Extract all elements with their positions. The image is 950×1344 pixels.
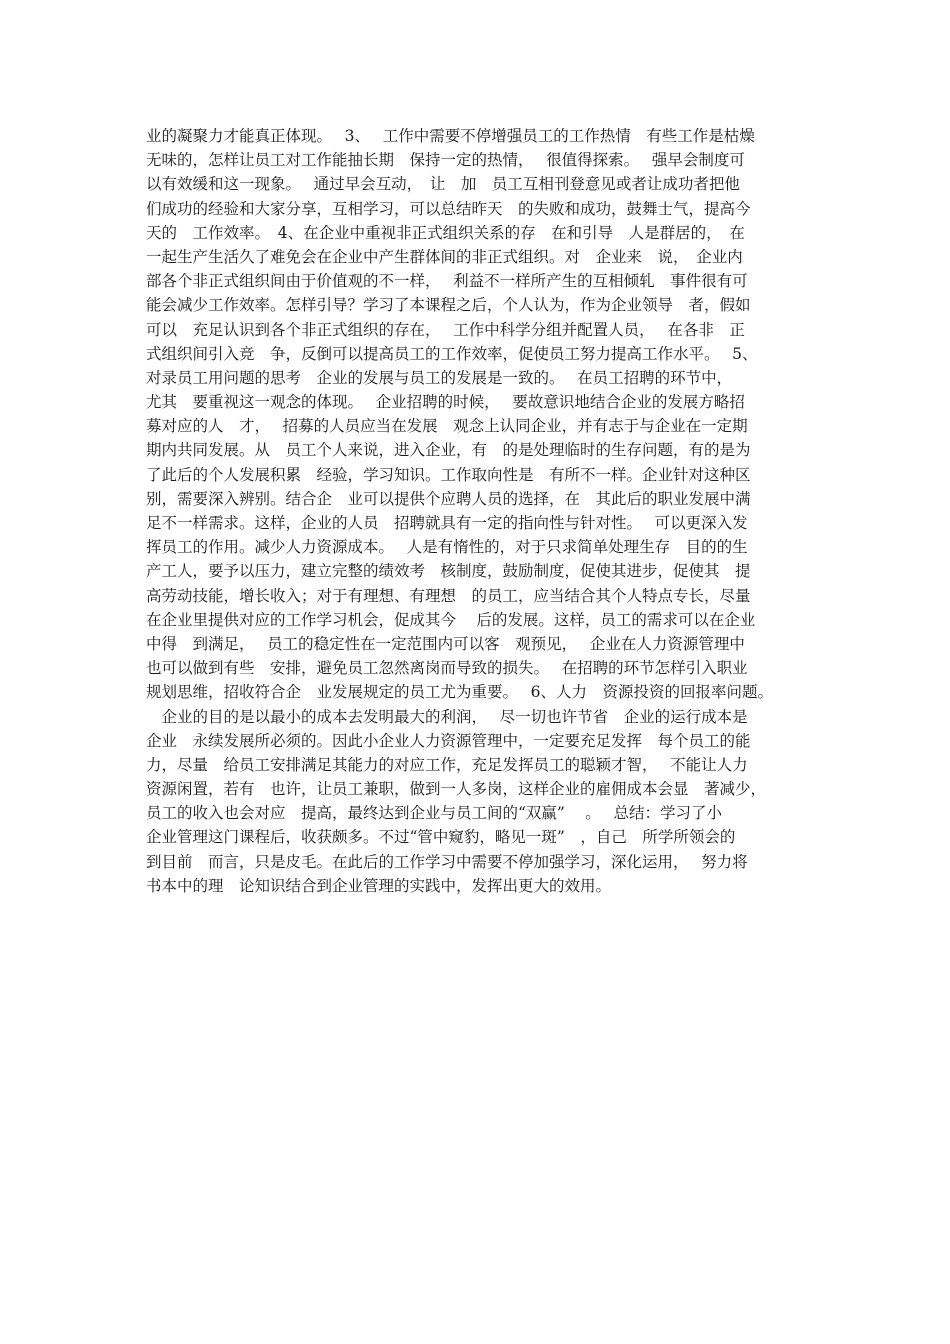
text-line: 企业的目的是以最小的成本去发明最大的利润， 尽一切也许节省 企业的运行成本是	[146, 707, 748, 726]
text-line: 无味的，怎样让员工对工作能抽长期 保持一定的热情， 很值得探索。 强早会制度可	[146, 151, 745, 170]
text-line: 也可以做到有些 安排，避免员工忽然离岗而导致的损失。 在招聘的环节怎样引入职业	[146, 659, 748, 678]
text-line: 募对应的人 才， 招募的人员应当在发展 观念上认同企业，并有志于与企业在一定期	[146, 417, 748, 436]
text-line: 在企业里提供对应的工作学习机会，促成其今 后的发展。这样，员工的需求可以在企业	[146, 610, 756, 629]
text-line: 挥员工的作用。减少人力资源成本。 人是有惰性的，对于只求简单处理生存 目的的生	[146, 538, 748, 557]
text-line: 书本中的理 论知识结合到企业管理的实践中，发挥出更大的效用。	[146, 876, 612, 895]
text-line: 尤其 要重视这一观念的体现。 企业招聘的时候， 要故意识地结合企业的发展方略招	[146, 393, 745, 412]
text-line: 足不一样需求。这样，企业的人员 招聘就具有一定的指向性与针对性。 可以更深入发	[146, 514, 748, 532]
text-line: 到目前 而言，只是皮毛。在此后的工作学习中需要不停加强学习，深化运用， 努力将	[146, 852, 748, 871]
text-line: 业的凝聚力才能真正体现。 3、 工作中需要不停增强员工的工作热情 有些工作是枯燥	[146, 127, 755, 145]
text-line: 们成功的经验和大家分享，互相学习，可以总结昨天 的失败和成功，鼓舞士气，提高今	[146, 199, 751, 218]
text-line: 对录员工用问题的思考 企业的发展与员工的发展是一致的。 在员工招聘的环节中，	[146, 368, 733, 387]
text-line: 一起生产生活久了难免会在企业中产生群体间的非正式组织。对 企业来 说， 企业内	[146, 247, 743, 266]
text-line: 中得 到满足， 员工的稳定性在一定范围内可以客 观预见， 企业在人力资源管理中	[146, 634, 745, 653]
text-line: 了此后的个人发展积累 经验，学习知识。工作取向性是 有所不一样。企业针对这种区	[146, 465, 751, 484]
text-line: 能会减少工作效率。怎样引导？学习了本课程之后，个人认为，作为企业领导 者，假如	[146, 296, 751, 315]
text-line: 产工人，要予以压力，建立完整的绩效考 核制度，鼓励制度，促使其进步，促使其 提	[146, 562, 751, 581]
text-line: 可以 充足认识到各个非正式组织的存在， 工作中科学分组并配置人员， 在各非 正	[146, 320, 745, 339]
text-line: 企业管理这门课程后，收获颇多。不过“管中窥豹，略见一斑” ，自己 所学所领会的	[146, 828, 736, 847]
text-line: 规划思维，招收符合企 业发展规定的员工尤为重要。 6、人力 资源投资的回报率问题。	[146, 683, 774, 702]
text-line: 天的 工作效率。 4、在企业中重视非正式组织关系的存 在和引导 人是群居的， 在	[146, 223, 745, 242]
text-line: 企业 永续发展所必须的。因此小企业人力资源管理中，一定要充足发挥 每个员工的能	[146, 731, 751, 750]
text-line: 部各个非正式组织间由于价值观的不一样， 利益不一样所产生的互相倾轧 事件很有可	[146, 272, 748, 291]
text-line: 期内共同发展。从 员工个人来说，进入企业，有 的是处理临时的生存问题，有的是为	[146, 441, 751, 460]
body-text	[146, 124, 826, 898]
text-line: 别，需要深入辨别。结合企 业可以提供个应聘人员的选择，在 其此后的职业发展中满	[146, 489, 751, 508]
text-line: 力，尽量 给员工安排满足其能力的对应工作，充足发挥员工的聪颖才智， 不能让人力	[146, 755, 748, 774]
text-line: 以有效缓和这一现象。 通过早会互动， 让 加 员工互相刊登意见或者让成功者把他	[146, 175, 740, 194]
text-line: 员工的收入也会对应 提高，最终达到企业与员工间的“双赢” 。 总结：学习了小	[146, 804, 722, 823]
text-line: 高劳动技能，增长收入；对于有理想、有理想 的员工，应当结合其个人特点专长，尽量	[146, 586, 751, 605]
text-line: 式组织间引入竞 争，反倒可以提高员工的工作效率，促使员工努力提高工作水平。 5、	[146, 344, 758, 363]
text-line: 资源闲置，若有 也许，让员工兼职，做到一人多岗，这样企业的雇佣成本会显 著减少，	[146, 780, 767, 799]
